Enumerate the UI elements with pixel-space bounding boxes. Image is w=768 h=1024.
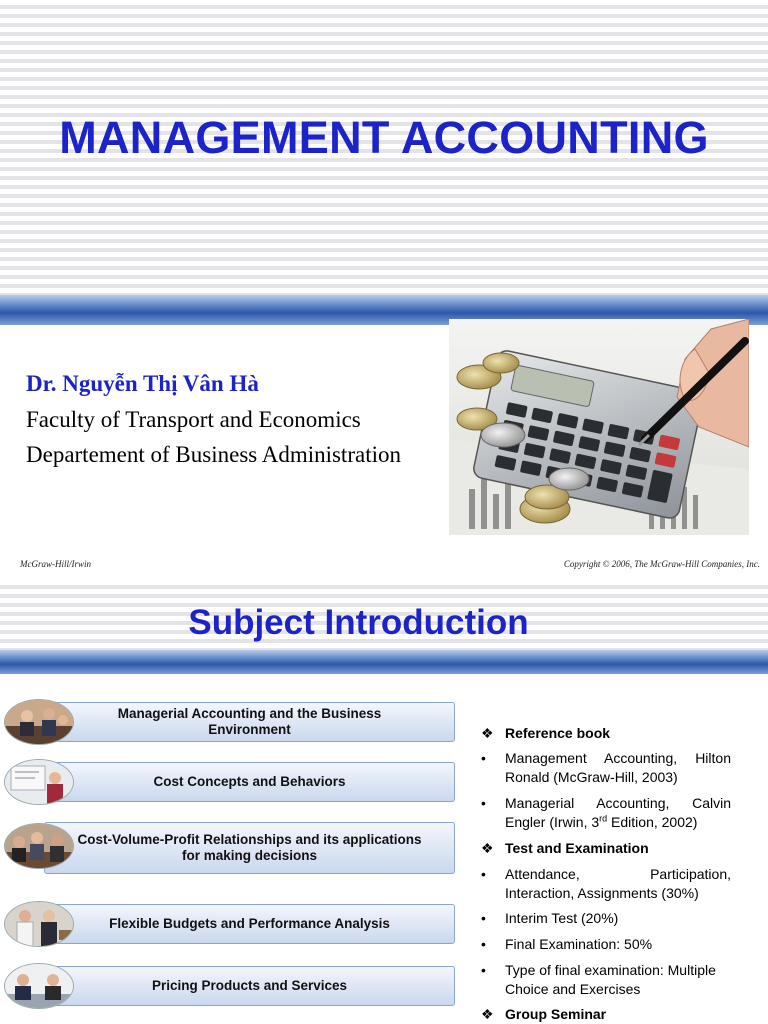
- footer-copyright: Copyright © 2006, The McGraw-Hill Companies, Inc.: [563, 559, 760, 569]
- diamond-bullet-icon: ❖: [481, 725, 494, 741]
- exam-item: • Final Examination: 50%: [481, 936, 653, 952]
- blue-divider-band: [0, 650, 768, 674]
- meeting-room-photo-icon: [4, 963, 74, 1009]
- diamond-bullet-icon: ❖: [481, 840, 494, 856]
- topic-label: Cost Concepts and Behaviors: [44, 762, 455, 802]
- reference-item: • Managerial Accounting, Calvin Engler (Irwin, 3rd Edition, 2002): [481, 795, 731, 830]
- presentation-photo-icon: [4, 759, 74, 805]
- topic-label: Flexible Budgets and Performance Analysis: [44, 904, 455, 944]
- bullet-icon: •: [481, 962, 486, 978]
- exam-item: • Type of final examination: Multiple Choice and Exercises: [481, 962, 716, 997]
- exam-item: • Interim Test (20%): [481, 910, 619, 926]
- bullet-icon: •: [481, 750, 486, 766]
- slide-title: Subject Introduction: [188, 603, 529, 642]
- bullet-icon: •: [481, 936, 486, 952]
- bullet-icon: •: [481, 910, 486, 926]
- subject-introduction-slide: [0, 580, 768, 1024]
- test-examination-heading: ❖ Test and Examination: [481, 840, 649, 856]
- diamond-bullet-icon: ❖: [481, 1006, 494, 1022]
- topic-label: Cost-Volume-Profit Relationships and its applications for making decisions: [44, 822, 455, 874]
- calculator-photo-icon: [449, 319, 749, 535]
- slide-title: MANAGEMENT ACCOUNTING: [59, 112, 709, 163]
- reference-item: • Management Accounting, Hilton Ronald (McGraw-Hill, 2003): [481, 750, 731, 785]
- author-faculty: Faculty of Transport and Economics: [26, 407, 361, 432]
- bullet-icon: •: [481, 866, 486, 882]
- author-name: Dr. Nguyễn Thị Vân Hà: [26, 371, 259, 396]
- bullet-icon: •: [481, 795, 486, 811]
- exam-item: • Attendance, Participation, Interaction, Assignments (30%): [481, 866, 731, 901]
- business-meeting-photo-icon: [4, 699, 74, 745]
- footer-publisher: McGraw-Hill/Irwin: [20, 559, 91, 569]
- author-department: Departement of Business Administration: [26, 442, 401, 467]
- office-staff-photo-icon: [4, 901, 74, 947]
- topic-label: Pricing Products and Services: [44, 966, 455, 1006]
- team-discussion-photo-icon: [4, 823, 74, 869]
- topic-label: Managerial Accounting and the Business Environment: [44, 702, 455, 742]
- reference-book-heading: ❖ Reference book: [481, 725, 611, 741]
- group-seminar-heading: ❖ Group Seminar: [481, 1006, 607, 1022]
